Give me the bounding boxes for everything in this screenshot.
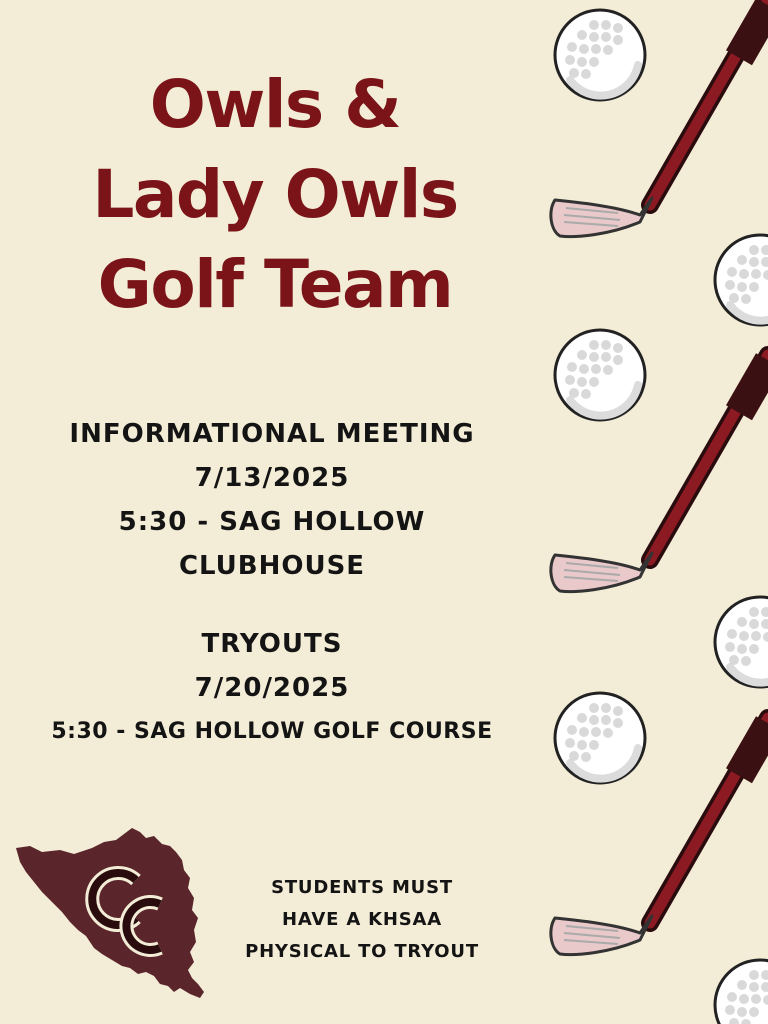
golf-ball-icon xyxy=(555,330,645,420)
title-line-2: Lady Owls xyxy=(92,156,458,233)
county-map-logo-icon xyxy=(12,826,217,1011)
poster-title xyxy=(30,60,520,330)
notice-line-1: STUDENTS MUST xyxy=(271,877,453,898)
golf-ball-icon xyxy=(715,597,768,687)
title-line-1: Owls & xyxy=(149,66,401,143)
golf-ball-icon xyxy=(715,235,768,325)
meeting-time-place-2: CLUBHOUSE xyxy=(178,551,366,581)
meeting-info xyxy=(22,412,522,588)
tryouts-heading: TRYOUTS xyxy=(201,629,343,659)
meeting-time-place-1: 5:30 - SAG HOLLOW xyxy=(118,507,426,537)
notice-line-3: PHYSICAL TO TRYOUT xyxy=(245,941,479,962)
tryouts-info xyxy=(22,622,522,754)
title-line-3: Golf Team xyxy=(97,246,453,323)
tryouts-date: 7/20/2025 xyxy=(194,673,350,703)
notice-line-2: HAVE A KHSAA xyxy=(282,909,442,930)
golf-ball-icon xyxy=(555,693,645,783)
golf-ball-icon xyxy=(715,960,768,1024)
golf-ball-icon xyxy=(555,10,645,100)
tryouts-time-place: 5:30 - SAG HOLLOW GOLF COURSE xyxy=(51,719,493,744)
meeting-date: 7/13/2025 xyxy=(194,463,350,493)
physical-notice xyxy=(222,872,502,968)
meeting-heading: INFORMATIONAL MEETING xyxy=(69,419,475,449)
